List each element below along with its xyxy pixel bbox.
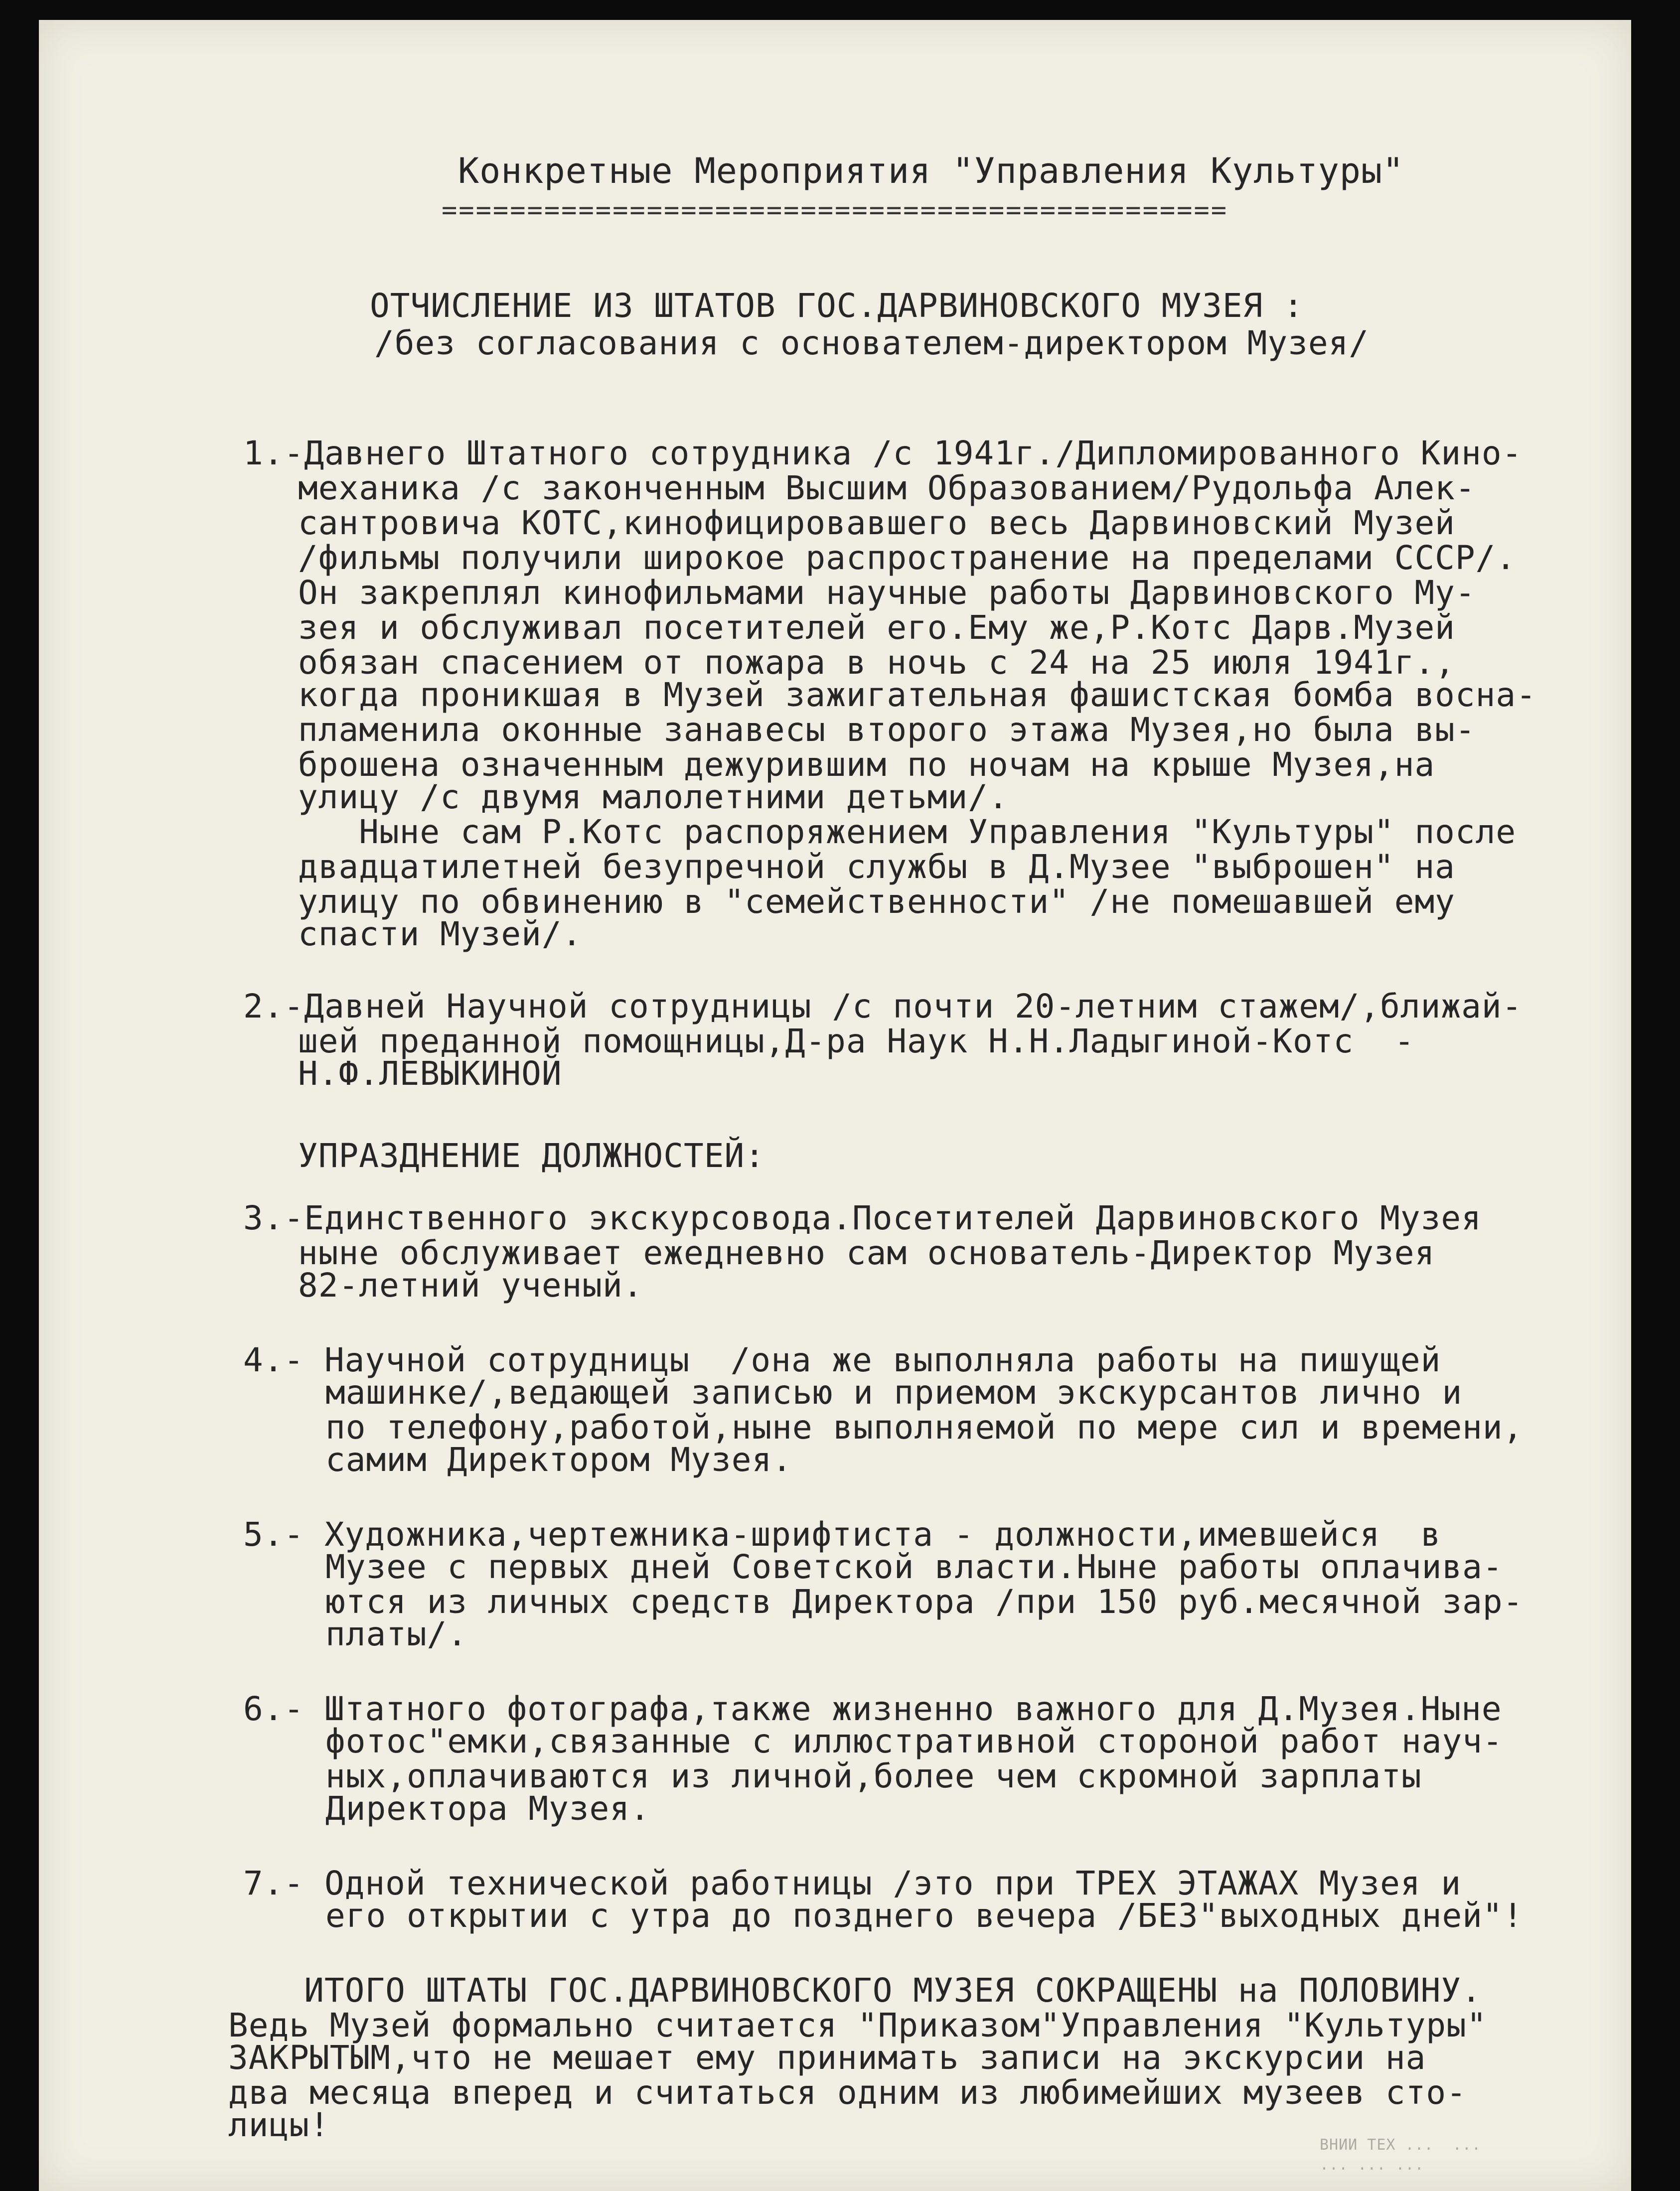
item-4-line: 4.- Научной сотрудницы /она же выполняла работы на пишущей bbox=[243, 1341, 1441, 1379]
item-1-line: брошена означенным дежурившим по ночам на крыше Музея,на bbox=[298, 745, 1435, 784]
item-4-line: самим Директором Музея. bbox=[325, 1441, 792, 1479]
section-subheading: /без согласования с основателем-директором Музея/ bbox=[374, 324, 1370, 362]
item-5-line: ются из личных средств Директора /при 150 руб.месячной зар- bbox=[325, 1583, 1524, 1621]
item-5-line: Музее с первых дней Советской власти.Ныне работы оплачива- bbox=[325, 1548, 1503, 1586]
conclusion-line: лицы! bbox=[228, 2106, 330, 2144]
item-3-line: ныне обслуживает ежедневно сам основатель-Директор Музея bbox=[298, 1234, 1435, 1272]
item-1-line: Он закреплял кинофильмами научные работы Дарвиновского Му- bbox=[298, 574, 1476, 612]
item-1-line: пламенила оконные занавесы второго этажа Музея,но была вы- bbox=[298, 711, 1476, 749]
item-1-line: Ныне сам Р.Котс распоряжением Управления "Культуры" после bbox=[298, 813, 1517, 851]
conclusion-line: два месяца вперед и считаться одним из любимейших музеев сто- bbox=[228, 2073, 1467, 2112]
item-1-line: спасти Музей/. bbox=[298, 915, 583, 953]
item-3-line: 3.-Единственного экскурсовода.Посетителей Дарвиновского Музея bbox=[243, 1199, 1482, 1237]
item-3-line: 82-летний ученый. bbox=[298, 1266, 643, 1305]
conclusion-line: ИТОГО ШТАТЫ ГОС.ДАРВИНОВСКОГО МУЗЕЯ СОКРАЩЕНЫ на ПОЛОВИНУ. bbox=[243, 1971, 1482, 2010]
item-4-line: машинке/,ведающей записью и приемом экскурсантов лично и bbox=[325, 1373, 1463, 1412]
document-page bbox=[39, 20, 1631, 2191]
abolition-heading: УПРАЗДНЕНИЕ ДОЛЖНОСТЕЙ: bbox=[298, 1137, 765, 1175]
item-1-line: зея и обслуживал посетителей его.Ему же,Р.Котс Дарв.Музей bbox=[298, 608, 1455, 647]
item-1-line: /фильмы получили широкое распространение на пределами СССР/. bbox=[298, 539, 1517, 577]
conclusion-line: Ведь Музей формально считается "Приказом"Управления "Культуры" bbox=[228, 2006, 1487, 2045]
item-1-line: улицу по обвинению в "семейственности" /не помешавшей ему bbox=[298, 882, 1455, 921]
document-title: Конкретные Мероприятия "Управления Культуры" bbox=[458, 150, 1404, 191]
item-1-line: сантровича КОТС,кинофицировавшего весь Дарвиновский Музей bbox=[298, 504, 1455, 542]
conclusion-line: ЗАКРЫТЫМ,что не мешает ему принимать записи на экскурсии на bbox=[228, 2039, 1426, 2077]
typewritten-text bbox=[39, 20, 1631, 2191]
item-1-line: 1.-Давнего Штатного сотрудника /с 1941г./Дипломированного Кино- bbox=[243, 434, 1523, 472]
item-1-line: механика /с законченным Высшим Образованием/Рудольфа Алек- bbox=[298, 469, 1476, 507]
item-1-line: когда проникшая в Музей зажигательная фашистская бомба восна- bbox=[298, 676, 1536, 714]
item-1-line: обязан спасением от пожара в ночь с 24 на 25 июля 1941г., bbox=[298, 643, 1455, 682]
item-5-line: 5.- Художника,чертежника-шрифтиста - должности,имевшейся в bbox=[243, 1515, 1441, 1554]
item-2-line: шей преданной помощницы,Д-ра Наук Н.Н.Ладыгиной-Котс - bbox=[298, 1022, 1415, 1060]
item-2-line: 2.-Давней Научной сотрудницы /с почти 20-летним стажем/,ближай- bbox=[243, 987, 1523, 1025]
item-1-line: улицу /с двумя малолетними детьми/. bbox=[298, 778, 1009, 816]
item-1-line: двадцатилетней безупречной службы в Д.Музее "выброшен" на bbox=[298, 848, 1455, 886]
item-2-line: Н.Ф.ЛЕВЫКИНОЙ bbox=[298, 1054, 562, 1093]
item-7-line: 7.- Одной технической работницы /это при ТРЕХ ЭТАЖАХ Музея и bbox=[243, 1864, 1462, 1902]
item-6-line: Директора Музея. bbox=[325, 1789, 650, 1828]
item-5-line: платы/. bbox=[325, 1615, 468, 1653]
title-underline: ============================================== bbox=[442, 195, 1228, 225]
item-4-line: по телефону,работой,ныне выполняемой по мере сил и времени, bbox=[325, 1408, 1524, 1447]
item-6-line: ных,оплачиваются из личной,более чем скромной зарплаты bbox=[325, 1757, 1422, 1795]
item-7-line: его открытии с утра до позднего вечера /БЕЗ"выходных дней"! bbox=[325, 1897, 1524, 1935]
item-6-line: фотос"емки,связанные с иллюстративной стороной работ науч- bbox=[325, 1722, 1503, 1760]
section-heading: ОТЧИСЛЕНИЕ ИЗ ШТАТОВ ГОС.ДАРВИНОВСКОГО МУЗЕЯ : bbox=[370, 287, 1304, 325]
item-6-line: 6.- Штатного фотографа,также жизненно важного для Д.Музея.Ныне bbox=[243, 1690, 1502, 1728]
archive-stamp: ВНИИ ТЕХ ... ... ... ... ... bbox=[1320, 2136, 1482, 2174]
